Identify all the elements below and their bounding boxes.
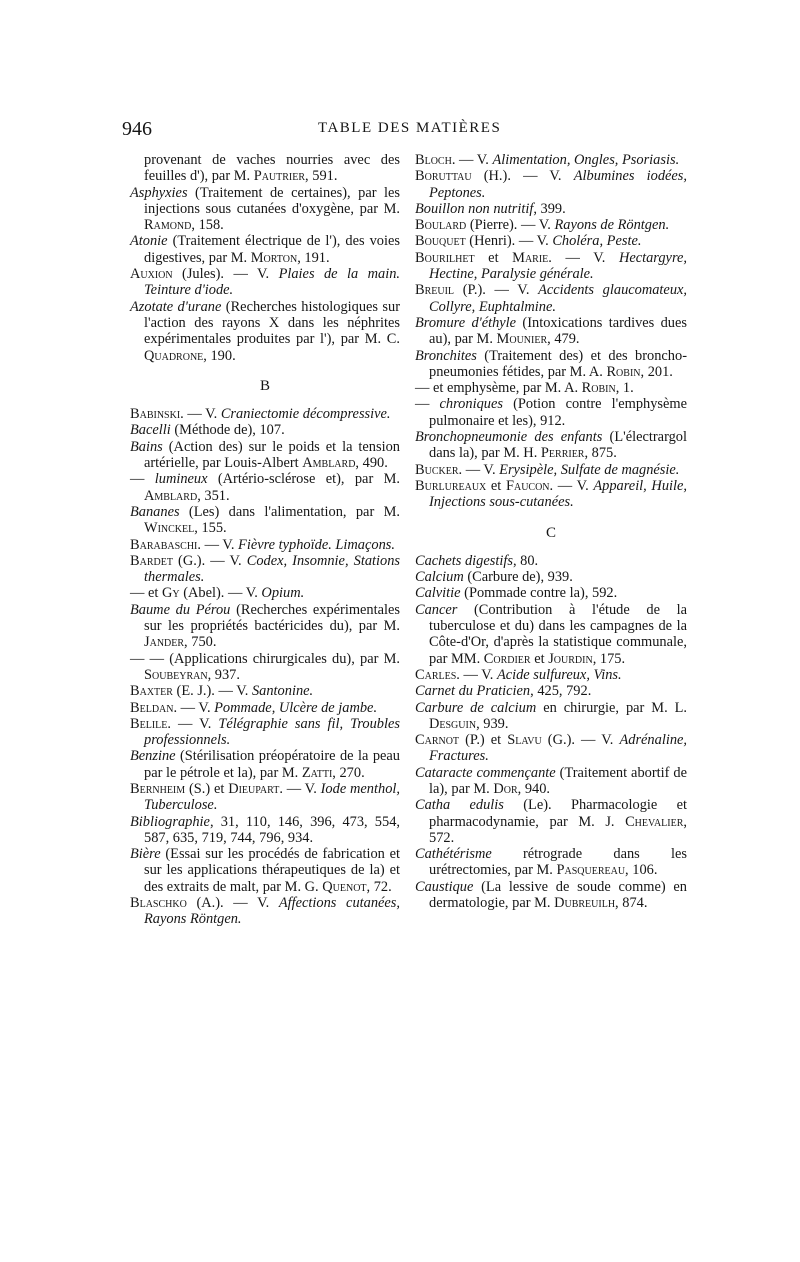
entry-text: Robin bbox=[581, 380, 616, 397]
entry-text: Soubeyran bbox=[144, 666, 208, 683]
entry-text: et bbox=[474, 249, 513, 266]
entry-text: (Les) dans l'alimentation, par M. bbox=[179, 503, 400, 520]
entry-text: (Stérilisation préopératoire de la peau par le pétrole et la), par M. bbox=[144, 748, 400, 781]
entry-text: — bbox=[130, 471, 155, 488]
entry-text: (E. J.). — V. bbox=[172, 683, 252, 700]
entry-text: et bbox=[530, 650, 549, 667]
entry-text: provenant de vaches nourries avec des feuilles d'), par M. bbox=[144, 152, 400, 185]
entry-text: — et emphysème, par M. A. bbox=[415, 380, 582, 397]
entry-text: — bbox=[415, 396, 440, 413]
running-title: TABLE DES MATIÈRES bbox=[318, 120, 502, 136]
entry-text: Robin bbox=[606, 363, 641, 380]
entry-text: Baxter bbox=[130, 683, 173, 700]
entry-text: lumineux bbox=[154, 471, 208, 488]
entry-text: , 750. bbox=[184, 634, 217, 651]
index-entry bbox=[415, 797, 687, 846]
entry-text: Bromure d'éthyle bbox=[415, 314, 517, 331]
entry-text: Blaschko bbox=[130, 895, 187, 912]
index-entry bbox=[130, 585, 400, 601]
entry-text: (Essai sur les procédés de fabrication et sur les applications thérapeutiques de la) et des extraits de malt, par M. G. bbox=[144, 846, 400, 895]
entry-text: Iode menthol, Tuberculose. bbox=[144, 780, 400, 814]
entry-text: Choléra, Peste. bbox=[552, 233, 642, 250]
entry-text: Faucon bbox=[505, 477, 550, 494]
entry-text: Bains bbox=[130, 438, 163, 455]
index-entry bbox=[130, 422, 400, 438]
index-entry bbox=[415, 732, 687, 765]
entry-text: Cordier bbox=[483, 650, 531, 667]
entry-text: (Henri). — V. bbox=[465, 233, 553, 250]
index-entry bbox=[130, 748, 400, 781]
index-entry bbox=[130, 439, 400, 472]
index-entry bbox=[415, 553, 687, 569]
entry-text: Amblard bbox=[302, 455, 356, 472]
page-number: 946 bbox=[122, 118, 152, 140]
index-entry bbox=[415, 602, 687, 667]
entry-text: Bacelli bbox=[130, 422, 171, 439]
index-entry bbox=[415, 233, 687, 249]
entry-text: (Potion contre l'emphysème pulmonaire et les), 912. bbox=[429, 396, 687, 429]
entry-text: Jourdin bbox=[548, 650, 593, 667]
entry-text: (Le). Pharmacologie et pharmacodynamie, par M. J. bbox=[429, 797, 687, 830]
entry-text: , 940. bbox=[517, 780, 551, 797]
entry-text: , 201. bbox=[640, 363, 673, 380]
entry-text: Desguin bbox=[429, 715, 477, 732]
entry-text: (Traitement abortif de la), par M. bbox=[429, 764, 687, 797]
entry-text: (G.). — V. bbox=[172, 552, 247, 569]
index-entry bbox=[415, 396, 687, 429]
index-entry bbox=[415, 765, 687, 798]
entry-text: Dubreuilh bbox=[554, 895, 616, 912]
entry-text: Benzine bbox=[130, 748, 176, 765]
entry-text: Affections cutanées, Rayons Röntgen. bbox=[144, 895, 400, 928]
entry-text: . — V. bbox=[549, 477, 594, 494]
entry-text: Pautrier bbox=[253, 168, 306, 185]
entry-text: Bananes bbox=[130, 503, 180, 520]
entry-text: . — V. bbox=[456, 666, 497, 683]
entry-text: Dor bbox=[493, 780, 518, 797]
entry-text: Bibliographie bbox=[130, 813, 210, 830]
section-letter: C bbox=[545, 524, 556, 541]
index-entry bbox=[415, 667, 687, 683]
entry-text: Belile bbox=[130, 715, 168, 732]
entry-text: (La lessive de soude comme) en dermatologie, par M. bbox=[429, 878, 687, 912]
index-entry bbox=[415, 217, 687, 233]
entry-text: Rayons de Röntgen. bbox=[554, 217, 670, 234]
entry-text: Bronchopneumonie des enfants bbox=[415, 429, 603, 446]
entry-text: Azotate d'urane bbox=[130, 298, 222, 315]
entry-text: , 875. bbox=[584, 445, 617, 462]
entry-text: . — V. bbox=[180, 406, 221, 423]
entry-text: Adrénaline, Fractures. bbox=[429, 732, 687, 765]
entry-text: Atonie bbox=[130, 233, 168, 250]
entry-text: , 351. bbox=[197, 487, 230, 504]
index-entry bbox=[130, 814, 400, 847]
index-entry bbox=[130, 299, 400, 364]
entry-text: Calcium bbox=[415, 569, 464, 586]
index-entry bbox=[415, 152, 687, 168]
entry-text: , 80. bbox=[512, 552, 539, 569]
index-entry bbox=[415, 846, 687, 879]
entry-text: (P.) et bbox=[459, 732, 508, 749]
entry-text: Santonine. bbox=[251, 683, 314, 700]
entry-text: (Pierre). — V. bbox=[466, 217, 555, 234]
entry-text: Catha edulis bbox=[415, 797, 504, 814]
entry-text: , 158. bbox=[191, 217, 224, 234]
index-entry bbox=[415, 201, 687, 217]
entry-text: (Traitement des) et des broncho-pneumonies fétides, par M. A. bbox=[429, 347, 687, 380]
index-entry bbox=[415, 569, 687, 585]
entry-text: (Artério-sclérose et), par M. bbox=[207, 471, 400, 488]
index-entry bbox=[130, 553, 400, 586]
entry-text: Carles bbox=[415, 666, 457, 683]
entry-text: Alimentation, Ongles, Psoriasis. bbox=[492, 152, 680, 168]
entry-text: , 399. bbox=[533, 200, 566, 217]
entry-text: (A.). — V. bbox=[186, 895, 279, 912]
index-entry bbox=[130, 504, 400, 537]
entry-text: Accidents glaucomateux, Collyre, Euphtalmine. bbox=[429, 282, 688, 315]
index-entry bbox=[415, 585, 687, 601]
index-entry bbox=[130, 471, 400, 504]
index-entry bbox=[415, 879, 687, 912]
entry-text: Beldan bbox=[130, 699, 174, 716]
entry-text: (Traitement de certaines), par les injections sous cutanées d'oxygène, par M. bbox=[144, 184, 400, 217]
index-entry bbox=[130, 537, 400, 553]
entry-text: Albumines iodées, Peptones. bbox=[429, 168, 688, 201]
entry-text: Breuil bbox=[415, 282, 455, 299]
entry-text: Dieupart bbox=[228, 780, 280, 797]
entry-text: Jander bbox=[144, 634, 185, 651]
index-entry bbox=[415, 700, 687, 733]
index-entry bbox=[130, 651, 400, 684]
entry-text: (H.). — V. bbox=[471, 168, 574, 185]
entry-text: Cataracte commençante bbox=[415, 764, 556, 781]
entry-text: (Abel). — V. bbox=[179, 585, 262, 602]
entry-text: , 425, 792. bbox=[530, 683, 592, 700]
index-entry bbox=[130, 233, 400, 266]
index-entry bbox=[130, 602, 400, 651]
entry-text: Hectargyre, Hectine, Paralysie générale. bbox=[429, 249, 687, 283]
index-entry bbox=[130, 406, 400, 422]
entry-text: , 106. bbox=[625, 862, 658, 879]
entry-text: Marie bbox=[512, 249, 549, 266]
entry-text: et bbox=[486, 477, 506, 494]
entry-text: Bardet bbox=[130, 552, 173, 569]
entry-text: Caustique bbox=[415, 878, 474, 895]
entry-text: Mounier bbox=[496, 331, 548, 348]
entry-text: Bouillon non nutritif bbox=[415, 200, 534, 217]
entry-text: Quenot bbox=[322, 878, 367, 895]
entry-text: Bucker bbox=[415, 461, 459, 478]
entry-text: Télégraphie sans fil, Troubles professionnels. bbox=[144, 715, 400, 749]
entry-text: . — V. bbox=[458, 461, 500, 478]
index-entry bbox=[130, 185, 400, 234]
entry-text: Codex, Insomnie, Stations thermales. bbox=[144, 552, 401, 586]
entry-text: (G.). — V. bbox=[541, 732, 620, 749]
entry-text: Carnot bbox=[415, 732, 460, 749]
entry-text: , 874. bbox=[615, 895, 648, 912]
entry-text: en chirurgie, par M. L. bbox=[536, 699, 687, 716]
entry-text: , 155. bbox=[194, 520, 227, 537]
entry-text: (Carbure de), 939. bbox=[463, 569, 573, 586]
entry-text: Bouquet bbox=[415, 233, 466, 250]
entry-text: — — (Applications chirurgicales du), par M. bbox=[130, 650, 400, 667]
entry-text: . — V. bbox=[173, 699, 215, 716]
index-entry bbox=[415, 380, 687, 396]
entry-text: Perrier bbox=[540, 445, 585, 462]
entry-text: Asphyxies bbox=[130, 184, 188, 201]
entry-text: Amblard bbox=[144, 487, 198, 504]
entry-text: Acide sulfureux, Vins. bbox=[496, 666, 622, 683]
index-entry bbox=[415, 683, 687, 699]
entry-text: Boruttau bbox=[415, 168, 472, 185]
entry-text: Pommade, Ulcère de jambe. bbox=[214, 699, 378, 716]
entry-text: Bloch bbox=[415, 152, 452, 168]
entry-text: (Méthode de), 107. bbox=[170, 422, 285, 439]
entry-text: . — V. bbox=[167, 715, 219, 732]
index-entry bbox=[415, 282, 687, 315]
index-entry bbox=[130, 266, 400, 299]
index-entry bbox=[130, 895, 400, 928]
entry-text: Baume du Pérou bbox=[130, 601, 231, 618]
entry-text: Pasquereau bbox=[556, 862, 626, 879]
entry-text: Cancer bbox=[415, 601, 458, 618]
index-entry bbox=[415, 429, 687, 462]
entry-text: , 939. bbox=[476, 715, 509, 732]
entry-text: Burlureaux bbox=[415, 477, 487, 494]
entry-text: Carnet du Praticien bbox=[415, 683, 531, 700]
index-entry bbox=[415, 250, 687, 283]
entry-text: (L'électrargol dans la), par M. H. bbox=[429, 429, 687, 462]
entry-text: (Traitement électrique de l'), des voies digestives, par M. bbox=[144, 233, 400, 266]
entry-text: , 270. bbox=[332, 764, 365, 781]
entry-text: Morton bbox=[250, 249, 298, 266]
index-entry bbox=[415, 315, 687, 348]
entry-text: , 479. bbox=[547, 331, 580, 348]
index-entry bbox=[130, 700, 400, 716]
index-entry bbox=[415, 478, 687, 511]
entry-text: Appareil, Huile, Injections sous-cutanées. bbox=[429, 477, 688, 511]
entry-text: , 490. bbox=[355, 455, 388, 472]
entry-text: , 1. bbox=[615, 380, 634, 397]
index-entry bbox=[130, 716, 400, 749]
entry-text: (Contribution à l'étude de la tuberculose et du) dans les campagnes de la Côte-d'Or, d'après la statistique communale, par MM. bbox=[429, 601, 687, 667]
entry-text: Plaies de la main. Teinture d'iode. bbox=[144, 266, 401, 299]
entry-text: Chevalier bbox=[625, 813, 684, 830]
index-entry bbox=[130, 683, 400, 699]
entry-text: Erysipèle, Sulfate de magnésie. bbox=[499, 461, 680, 478]
entry-text: Carbure de calcium bbox=[415, 699, 537, 716]
entry-text: (Intoxications tardives dues au), par M. bbox=[429, 314, 687, 348]
entry-text: Ramond bbox=[144, 217, 192, 234]
index-entry bbox=[415, 348, 687, 381]
section-letter: B bbox=[259, 377, 270, 394]
entry-text: Gy bbox=[161, 585, 180, 602]
index-entry bbox=[130, 846, 400, 895]
entry-text: Quadrone bbox=[144, 347, 204, 364]
entry-text: Boulard bbox=[415, 217, 467, 234]
entry-text: — et bbox=[130, 585, 162, 602]
entry-text: Opium. bbox=[261, 585, 305, 602]
entry-text: , 572. bbox=[429, 813, 687, 846]
entry-text: Bernheim bbox=[130, 780, 186, 797]
entry-text: (Recherches expérimentales sur les propriétés bactéricides du), par M. bbox=[144, 601, 400, 635]
entry-text: . — V. bbox=[197, 536, 239, 553]
entry-text: Babinski bbox=[130, 406, 181, 423]
entry-text: , 31, 110, 146, 396, 473, 554, 587, 635, 719, 744, 796, 934. bbox=[144, 813, 400, 846]
index-entry bbox=[130, 781, 400, 814]
entry-text: Fièvre typhoïde. Limaçons. bbox=[238, 536, 395, 553]
index-column-left bbox=[130, 152, 400, 928]
entry-text: . — V. bbox=[548, 249, 619, 266]
entry-text: , 191. bbox=[297, 249, 330, 266]
entry-text: , 175. bbox=[592, 650, 626, 667]
page-header bbox=[0, 118, 800, 142]
entry-text: , 591. bbox=[305, 168, 338, 185]
entry-text: , 72. bbox=[366, 878, 392, 895]
index-entry bbox=[415, 462, 687, 478]
entry-text: (Pommade contre la), 592. bbox=[460, 585, 618, 602]
entry-text: Barabaschi bbox=[130, 536, 198, 553]
entry-text: Cachets digestifs bbox=[415, 552, 513, 569]
entry-text: . — V. bbox=[279, 780, 321, 797]
entry-text: rétrograde dans les urétrectomies, par M. bbox=[429, 846, 687, 879]
entry-text: Winckel bbox=[144, 520, 195, 537]
entry-text: Auxion bbox=[130, 266, 173, 283]
entry-text: , 937. bbox=[207, 666, 240, 683]
entry-text: , 190. bbox=[203, 347, 236, 364]
entry-text: Cathétérisme bbox=[415, 846, 492, 863]
entry-text: Bière bbox=[130, 846, 161, 863]
entry-text: (Recherches histologiques sur l'action des rayons X dans les néphrites expérimentales produites par l'), par M. C. bbox=[144, 298, 401, 348]
entry-text: (Jules). — V. bbox=[172, 266, 279, 283]
entry-text: (Action des) sur le poids et la tension artérielle, par Louis-Albert bbox=[144, 438, 400, 472]
index-column-right bbox=[415, 152, 687, 911]
entry-text: (P.). — V. bbox=[454, 282, 539, 299]
entry-text: Bourilhet bbox=[415, 249, 475, 266]
entry-text: . — V. bbox=[451, 152, 493, 168]
entry-text: Slavu bbox=[507, 732, 542, 749]
entry-text: chroniques bbox=[439, 396, 503, 413]
entry-text: Zatti bbox=[301, 764, 333, 781]
entry-text: (S.) et bbox=[185, 780, 229, 797]
entry-text: Bronchites bbox=[415, 347, 477, 364]
index-entry bbox=[130, 152, 400, 185]
entry-text: Calvitie bbox=[415, 585, 461, 602]
entry-text: Craniectomie décompressive. bbox=[220, 406, 391, 423]
index-entry bbox=[415, 168, 687, 201]
